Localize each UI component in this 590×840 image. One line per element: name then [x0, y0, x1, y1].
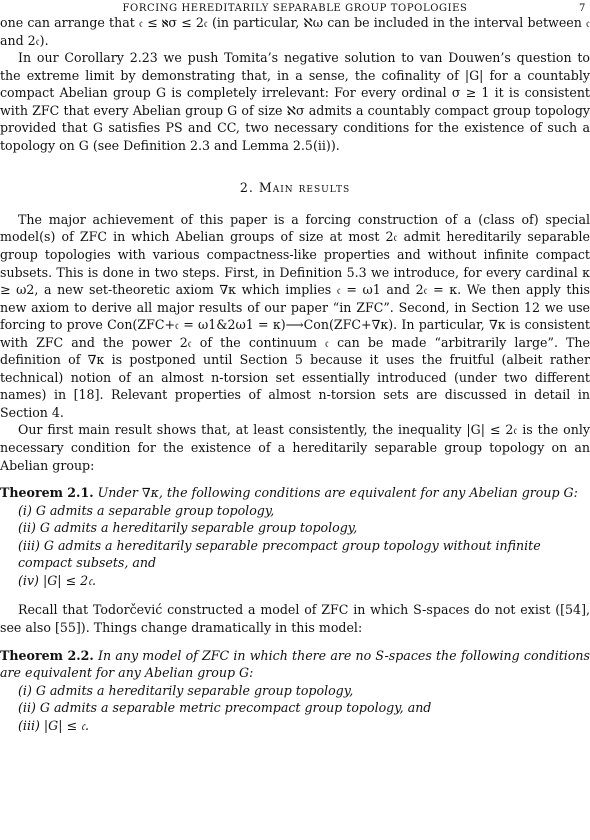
page-body: [0, 14, 590, 734]
theorem-2-1-item-iii: (iii) G admits a hereditarily separable precompact group topology without infinite compact subsets, and: [18, 537, 541, 571]
running-title: FORCING HEREDITARILY SEPARABLE GROUP TOPOLOGIES: [122, 3, 468, 14]
theorem-2-1-item-ii: (ii) G admits a hereditarily separable group topology,: [18, 520, 358, 536]
theorem-2-1-label: Theorem 2.1.: [0, 485, 94, 501]
paragraph-todorcevic: Recall that Todorčević constructed a model of ZFC in which S-spaces do not exist ([54], see also [55]). Things change dramatically in this model:: [0, 602, 590, 635]
theorem-2-2-item-ii: (ii) G admits a separable metric precompact group topology, and: [18, 700, 432, 716]
section-heading-main-results: 2. Main results: [239, 180, 351, 196]
paragraph-major-achievement: The major achievement of this paper is a forcing construction of a (class of) special model(s) of ZFC in which Abelian groups of size at most 2𝔠 admit hereditarily separable group topologies with various compactness-like properties and without infinite compact subsets. This is done in two steps. First, in Definition 5.3 we introduce, for every cardinal κ ≥ ω2, a new set-theoretic axiom ∇κ which implies 𝔠 = ω1 and 2𝔠 = κ. We then apply this new axiom to derive all major results of our paper “in ZFC”. Second, in Section 12 we use forcing to prove Con(ZFC+𝔠 = ω1&2ω1 = κ)⟶Con(ZFC+∇κ). In particular, ∇κ is consistent with ZFC and the power 2𝔠 of the continuum 𝔠 can be made “arbitrarily large”. The definition of ∇κ is postponed until Section 5 because it uses the fruitful (albeit rather technical) notion of an almost n-torsion set essentially introduced (under two different names) in [18]. Relevant properties of almost n-torsion sets are discussed in detail in Section 4.: [0, 211, 590, 420]
theorem-2-2-label: Theorem 2.2.: [0, 647, 94, 663]
theorem-2-1-item-i: (i) G admits a separable group topology,: [18, 502, 275, 518]
theorem-2-2-statement: In any model of ZFC in which there are no S-spaces the following conditions are equivalent for any Abelian group G:: [0, 647, 590, 681]
theorem-2-2-item-iii: (iii) |G| ≤ 𝔠.: [18, 717, 89, 733]
page-number: 7: [579, 3, 586, 14]
running-header: [0, 0, 590, 14]
paragraph-first-main-result: Our first main result shows that, at least consistently, the inequality |G| ≤ 2𝔠 is the only necessary condition for the existence of a hereditarily separable group topology on an Abelian group:: [0, 422, 590, 473]
theorem-2-1-item-iv: (iv) |G| ≤ 2𝔠.: [18, 572, 97, 588]
theorem-2-2-item-i: (i) G admits a hereditarily separable group topology,: [18, 682, 354, 698]
theorem-2-1-statement: Under ∇κ, the following conditions are equivalent for any Abelian group G:: [97, 485, 578, 501]
paragraph-continuation: one can arrange that 𝔠 ≤ ℵσ ≤ 2𝔠 (in particular, ℵω can be included in the interval between 𝔠 and 2𝔠).: [0, 15, 590, 48]
theorem-2-1: [0, 484, 590, 589]
paragraph-corollary-2-23: In our Corollary 2.23 we push Tomita’s negative solution to van Douwen’s question to the extreme limit by demonstrating that, in a sense, the cofinality of |G| for a countably compact Abelian group G is completely irrelevant: For every ordinal σ ≥ 1 it is consistent with ZFC that every Abelian group G of size ℵσ admits a countably compact group topology provided that G satisfies PS and CC, two necessary conditions for the existence of such a topology on G (see Definition 2.3 and Lemma 2.5(ii)).: [0, 50, 590, 153]
theorem-2-2: [0, 647, 590, 735]
